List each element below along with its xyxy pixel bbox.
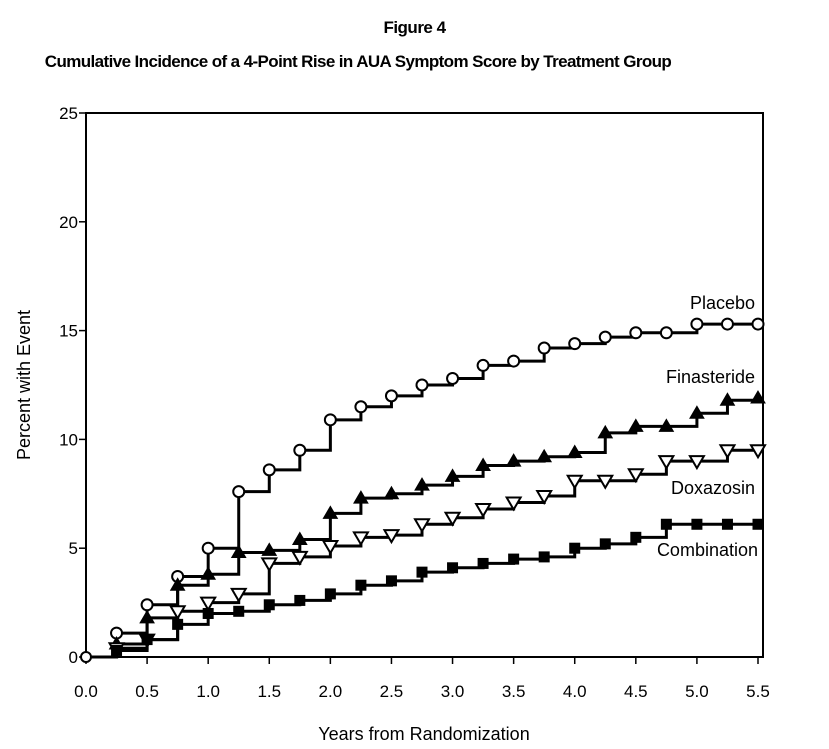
x-tick-label: 4.5 bbox=[623, 682, 648, 701]
x-tick-label: 0.5 bbox=[135, 682, 159, 701]
data-point-combination bbox=[478, 558, 489, 569]
data-point-placebo bbox=[569, 338, 580, 349]
data-point-combination bbox=[661, 519, 672, 530]
data-point-combination bbox=[691, 519, 702, 530]
data-point-placebo bbox=[233, 486, 244, 497]
data-point-placebo bbox=[600, 332, 611, 343]
data-point-combination bbox=[355, 580, 366, 591]
x-tick-label: 1.0 bbox=[196, 682, 221, 701]
data-point-combination bbox=[539, 551, 550, 562]
x-tick-label: 2.5 bbox=[379, 682, 404, 701]
x-tick-label: 0.0 bbox=[74, 682, 98, 701]
y-tick-label: 0 bbox=[68, 648, 78, 667]
data-point-combination bbox=[325, 588, 336, 599]
series-label-combination: Combination bbox=[656, 540, 758, 560]
x-tick-label: 5.5 bbox=[746, 682, 770, 701]
data-point-placebo bbox=[386, 390, 397, 401]
data-point-placebo bbox=[447, 373, 458, 384]
y-tick-label: 25 bbox=[59, 104, 78, 123]
series-label-finasteride: Finasteride bbox=[665, 367, 755, 387]
data-point-combination bbox=[447, 562, 458, 573]
origin-point bbox=[81, 652, 91, 662]
x-tick-label: 3.5 bbox=[501, 682, 526, 701]
series-label-placebo: Placebo bbox=[689, 293, 755, 313]
x-axis-label: Years from Randomization bbox=[318, 724, 530, 744]
data-point-placebo bbox=[722, 319, 733, 330]
y-tick-label: 20 bbox=[59, 212, 78, 232]
data-point-placebo bbox=[691, 319, 702, 330]
data-point-placebo bbox=[539, 343, 550, 354]
data-point-placebo bbox=[417, 380, 428, 391]
data-point-combination bbox=[630, 532, 641, 543]
figure-label: Figure 4 bbox=[383, 18, 446, 37]
data-point-combination bbox=[264, 599, 275, 610]
x-tick-label: 5.0 bbox=[685, 682, 709, 701]
series-label-doxazosin: Doxazosin bbox=[670, 478, 755, 498]
data-point-placebo bbox=[142, 599, 153, 610]
x-tick-label: 2.0 bbox=[318, 682, 343, 701]
data-point-placebo bbox=[661, 327, 672, 338]
data-point-combination bbox=[417, 567, 428, 578]
y-axis-label: Percent with Event bbox=[14, 309, 34, 461]
data-point-placebo bbox=[203, 543, 214, 554]
data-point-placebo bbox=[478, 360, 489, 371]
data-point-placebo bbox=[508, 356, 519, 367]
data-point-placebo bbox=[264, 464, 275, 475]
data-point-placebo bbox=[325, 414, 336, 425]
data-point-combination bbox=[569, 543, 580, 554]
x-tick-label: 4.0 bbox=[562, 682, 587, 701]
data-point-combination bbox=[233, 606, 244, 617]
data-point-combination bbox=[753, 519, 764, 530]
data-point-placebo bbox=[294, 445, 305, 456]
data-point-combination bbox=[600, 538, 611, 549]
data-point-combination bbox=[508, 554, 519, 565]
data-point-combination bbox=[294, 595, 305, 606]
data-point-placebo bbox=[355, 401, 366, 412]
x-tick-label: 3.0 bbox=[440, 682, 465, 701]
data-point-combination bbox=[111, 645, 122, 656]
data-point-combination bbox=[722, 519, 733, 530]
chart-title: Cumulative Incidence of a 4-Point Rise in AUA Symptom Score by Treatment Group bbox=[44, 52, 672, 71]
x-tick-label: 1.5 bbox=[257, 682, 282, 701]
data-point-combination bbox=[172, 619, 183, 630]
data-point-combination bbox=[203, 608, 214, 619]
data-point-placebo bbox=[630, 327, 641, 338]
data-point-placebo bbox=[753, 319, 764, 330]
y-tick-label: 5 bbox=[68, 539, 78, 559]
y-tick-label: 10 bbox=[59, 430, 78, 450]
data-point-combination bbox=[386, 575, 397, 586]
y-tick-label: 15 bbox=[59, 321, 78, 341]
data-point-combination bbox=[142, 634, 153, 645]
